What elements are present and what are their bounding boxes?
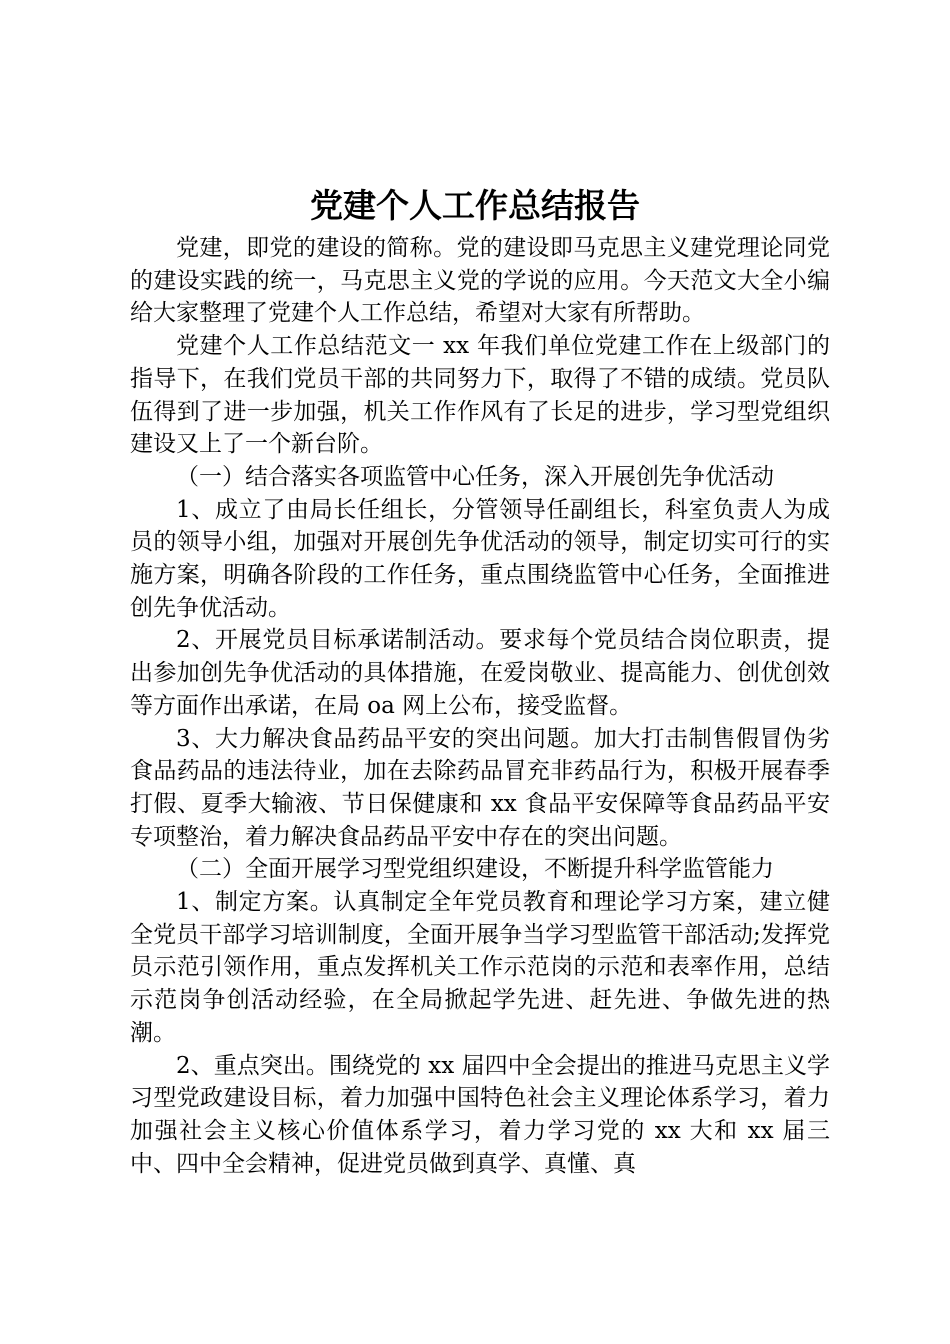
paragraph-item-1-2: 2、开展党员目标承诺制活动。要求每个党员结合岗位职责，提出参加创先争优活动的具体措施，在爱岗敬业、提高能力、创优创效等方面作出承诺，在局 oa 网上公布，接受监督。 bbox=[130, 627, 830, 719]
paragraph-item-2-1: 1、制定方案。认真制定全年党员教育和理论学习方案，建立健全党员干部学习培训制度，全面开展争当学习型监管干部活动;发挥党员示范引领作用，重点发挥机关工作示范岗的示范和表率作用，总结示范岗争创活动经验，在全局掀起学先进、赶先进、争做先进的热潮。 bbox=[130, 889, 830, 1046]
paragraph-item-1-3: 3、大力解决食品药品平安的突出问题。加大打击制售假冒伪劣食品药品的违法待业，加在去除药品冒充非药品行为，积极开展春季打假、夏季大输液、节日保健康和 xx 食品平安保障等食品药品平安专项整治，着力解决食品药品平安中存在的突出问题。 bbox=[130, 725, 830, 850]
section-heading-one: （一）结合落实各项监管中心任务，深入开展创先争优活动 bbox=[176, 463, 774, 490]
section-heading-two: （二）全面开展学习型党组织建设，不断提升科学监管能力 bbox=[176, 856, 774, 883]
document-title: 党建个人工作总结报告 bbox=[310, 186, 640, 225]
paragraph-intro: 党建，即党的建设的简称。党的建设即马克思主义建党理论同党的建设实践的统一，马克思主义党的学说的应用。今天范文大全小编给大家整理了党建个人工作总结，希望对大家有所帮助。 bbox=[130, 235, 830, 327]
paragraph-item-1-1: 1、成立了由局长任组长，分管领导任副组长，科室负责人为成员的领导小组，加强对开展创先争优活动的领导，制定切实可行的实施方案，明确各阶段的工作任务，重点围绕监管中心任务，全面推进创先争优活动。 bbox=[130, 496, 830, 621]
paragraph-item-2-2: 2、重点突出。围绕党的 xx 届四中全会提出的推进马克思主义学习型党政建设目标，着力加强中国特色社会主义理论体系学习，着力加强社会主义核心价值体系学习，着力学习党的 xx 大和 xx 届三中、四中全会精神，促进党员做到真学、真懂、真 bbox=[130, 1052, 830, 1177]
document-body bbox=[130, 232, 830, 1180]
paragraph-sample-one: 党建个人工作总结范文一 xx 年我们单位党建工作在上级部门的指导下，在我们党员干部的共同努力下，取得了不错的成绩。党员队伍得到了进一步加强，机关工作作风有了长足的进步，学习型党组织建设又上了一个新台阶。 bbox=[130, 333, 830, 458]
